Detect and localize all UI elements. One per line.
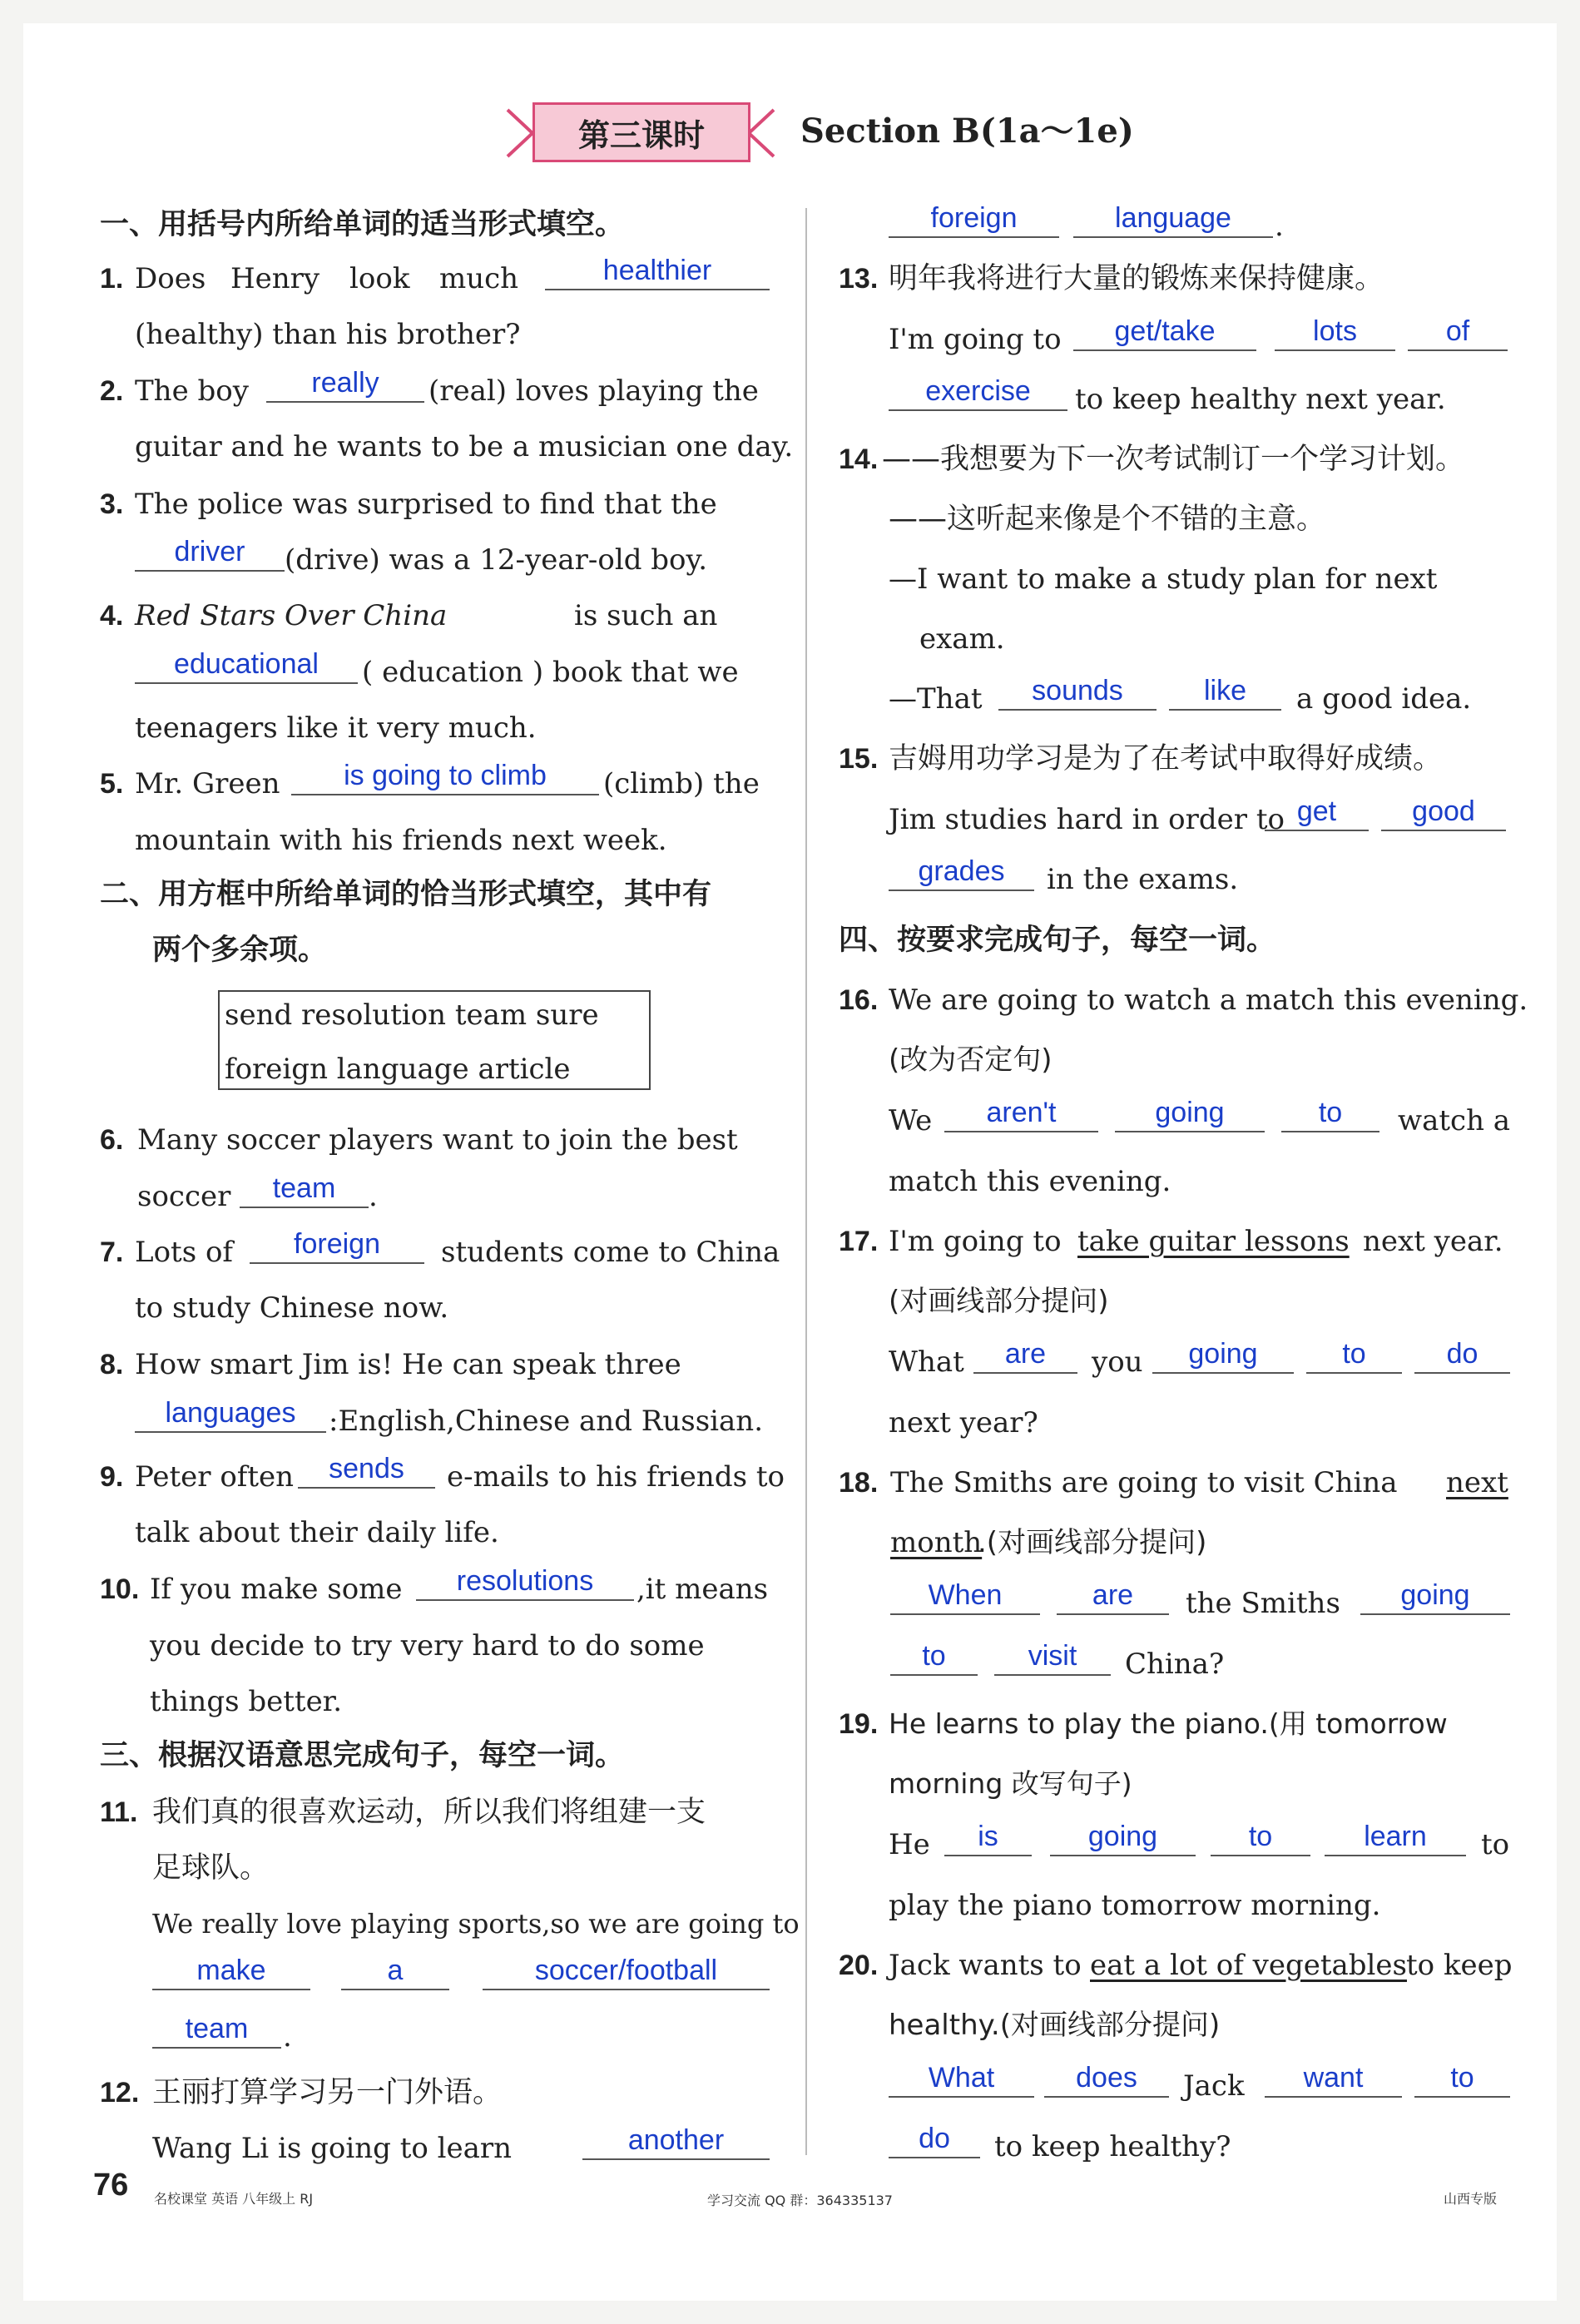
q10-answer[interactable]: resolutions: [416, 1564, 634, 1601]
q13-answer-1[interactable]: get/take: [1073, 315, 1256, 351]
q16-we: We: [889, 1104, 933, 1137]
q17-answer-3[interactable]: to: [1306, 1337, 1402, 1374]
q17-what: What: [889, 1345, 964, 1379]
q3-line2: (drive) was a 12-year-old boy.: [285, 543, 708, 577]
q1-answer[interactable]: healthier: [545, 254, 770, 290]
q14-end: a good idea.: [1296, 682, 1472, 716]
q18-answer-5[interactable]: visit: [994, 1639, 1111, 1676]
q18-underlined-2: month: [890, 1526, 983, 1559]
q20-num: 20.: [839, 1950, 879, 1981]
q20-end: to keep healthy?: [994, 2130, 1231, 2163]
q15-num: 15.: [839, 743, 879, 775]
q17-text-b: next year.: [1363, 1225, 1503, 1258]
q13-end: to keep healthy next year.: [1075, 383, 1446, 416]
q7-answer[interactable]: foreign: [250, 1227, 424, 1264]
q13-answer-4[interactable]: exercise: [889, 374, 1067, 411]
q13-answer-3[interactable]: of: [1408, 315, 1508, 351]
q13-num: 13.: [839, 263, 879, 295]
page-number: 76: [93, 2168, 129, 2203]
footer-edition: 山西专版: [1444, 2191, 1498, 2207]
q9-num: 9.: [100, 1461, 124, 1493]
q16-answer-2[interactable]: going: [1115, 1096, 1265, 1132]
q12-chinese: 王丽打算学习另一门外语。: [152, 2076, 503, 2109]
q5-line2: mountain with his friends next week.: [135, 824, 667, 857]
word-box-line1: send resolution team sure: [225, 998, 599, 1032]
q1-text-a: Does: [135, 262, 206, 295]
q10-line2: you decide to try very hard to do some: [150, 1629, 705, 1662]
q12-answer-1[interactable]: another: [582, 2123, 770, 2160]
q19-instruction: morning 改写句子): [889, 1767, 1132, 1800]
q4-line3: teenagers like it very much.: [135, 711, 537, 745]
q15-answer-1[interactable]: get: [1265, 795, 1369, 831]
q1-text-c: look: [349, 262, 410, 295]
q18-china: China?: [1125, 1648, 1225, 1681]
part2-heading-2: 两个多余项。: [152, 934, 328, 967]
q7-num: 7.: [100, 1236, 124, 1268]
q13-english: I'm going to: [889, 323, 1062, 356]
q20-underlined: eat a lot of vegetables: [1090, 1949, 1407, 1982]
q14-that: —That: [889, 682, 983, 716]
q19-answer-2[interactable]: going: [1050, 1820, 1196, 1856]
q16-answer-3[interactable]: to: [1281, 1096, 1379, 1132]
q2-line2: guitar and he wants to be a musician one day.: [135, 430, 794, 463]
q2-text-a: The boy: [135, 374, 249, 408]
q2-text-b: (real) loves playing the: [428, 374, 759, 408]
q5-num: 5.: [100, 768, 124, 800]
q20-jack: Jack: [1183, 2069, 1245, 2103]
q19-num: 19.: [839, 1708, 879, 1740]
q4-line1b: is such an: [574, 599, 718, 632]
q11-answer-2[interactable]: a: [341, 1954, 449, 1990]
q18-answer-4[interactable]: to: [890, 1639, 978, 1676]
q3-line1: The police was surprised to find that the: [135, 488, 717, 521]
q14-answer-2[interactable]: like: [1169, 674, 1281, 711]
q9-line2: talk about their daily life.: [135, 1516, 499, 1549]
q13-chinese: 明年我将进行大量的锻炼来保持健康。: [889, 262, 1384, 295]
q14-english-2: exam.: [919, 622, 1005, 656]
part2-heading: 二、用方框中所给单词的恰当形式填空，其中有: [100, 878, 712, 911]
q1-line2: (healthy) than his brother?: [135, 318, 521, 351]
q18-text-a: The Smiths are going to visit China: [890, 1466, 1398, 1499]
q5-text-a: Mr. Green: [135, 767, 280, 800]
q11-answer-3[interactable]: soccer/football: [483, 1954, 770, 1990]
q6-line1: Many soccer players want to join the best: [137, 1123, 738, 1157]
q10-text-a: If you make some: [150, 1573, 403, 1606]
q10-text-b: ,it means: [636, 1573, 769, 1606]
q15-answer-3[interactable]: grades: [889, 855, 1034, 891]
q16-answer-1[interactable]: aren't: [944, 1096, 1098, 1132]
q20-instruction: healthy.(对画线部分提问): [889, 2009, 1221, 2042]
q10-num: 10.: [100, 1573, 140, 1605]
q11-end: .: [283, 2020, 292, 2054]
q2-num: 2.: [100, 375, 124, 407]
q17-num: 17.: [839, 1226, 879, 1257]
q13-answer-2[interactable]: lots: [1275, 315, 1395, 351]
lesson-badge: 第三课时: [532, 102, 750, 162]
q16-line1: We are going to watch a match this evening.: [889, 984, 1528, 1017]
q17-instruction: (对画线部分提问): [889, 1285, 1109, 1318]
q14-answer-1[interactable]: sounds: [998, 674, 1157, 711]
q11-chinese: 我们真的很喜欢运动，所以我们将组建一支: [152, 1796, 706, 1829]
q18-instruction: .(对画线部分提问): [978, 1526, 1207, 1559]
part4-heading: 四、按要求完成句子，每空一词。: [839, 924, 1276, 957]
q6-end: .: [369, 1180, 378, 1213]
q18-num: 18.: [839, 1467, 879, 1499]
q15-end: in the exams.: [1047, 863, 1239, 896]
footer-qq: 学习交流 QQ 群：364335137: [707, 2193, 893, 2208]
q17-text-a: I'm going to: [889, 1225, 1062, 1258]
q15-chinese: 吉姆用功学习是为了在考试中取得好成绩。: [889, 742, 1443, 775]
q2-answer[interactable]: really: [266, 366, 424, 403]
q10-line3: things better.: [150, 1685, 343, 1718]
q11-num: 11.: [100, 1796, 138, 1828]
q14-chinese-1: ——我想要为下一次考试制订一个学习计划。: [882, 443, 1465, 476]
q8-line1: How smart Jim is! He can speak three: [135, 1348, 681, 1381]
q16-num: 16.: [839, 984, 879, 1016]
q11-answer-4[interactable]: team: [152, 2012, 281, 2049]
q15-english: Jim studies hard in order to: [889, 803, 1285, 836]
q20-answer-2[interactable]: does: [1044, 2061, 1169, 2098]
q11-answer-1[interactable]: make: [152, 1954, 310, 1990]
q8-num: 8.: [100, 1349, 124, 1380]
q18-answer-2[interactable]: are: [1057, 1578, 1169, 1615]
q19-line1: He learns to play the piano.(用 tomorrow: [889, 1707, 1448, 1740]
q20-answer-5[interactable]: do: [889, 2122, 980, 2158]
q11-english: We really love playing sports,so we are going to: [152, 1908, 800, 1940]
q11-chinese-2: 足球队。: [152, 1851, 270, 1885]
q19-answer-4[interactable]: learn: [1325, 1820, 1466, 1856]
q12-answer-2[interactable]: foreign: [889, 201, 1059, 238]
column-divider: [805, 208, 807, 2155]
q16-instruction: (改为否定句): [889, 1043, 1053, 1077]
q12-end: .: [1275, 210, 1284, 243]
q9-text-b: e-mails to his friends to: [447, 1460, 785, 1494]
q19-to: to: [1481, 1828, 1510, 1861]
q19-answer-3[interactable]: to: [1211, 1820, 1310, 1856]
q20-text-a: Jack wants to: [889, 1949, 1082, 1982]
q17-line3: next year?: [889, 1406, 1038, 1439]
q18-smiths: the Smiths: [1186, 1587, 1340, 1620]
q18-underlined-1: next: [1446, 1466, 1508, 1499]
q6-num: 6.: [100, 1124, 124, 1156]
q18-answer-1[interactable]: When: [890, 1578, 1040, 1615]
q8-text-b: :English,Chinese and Russian.: [329, 1405, 764, 1438]
q14-num: 14.: [839, 443, 879, 475]
q17-answer-4[interactable]: do: [1414, 1337, 1510, 1374]
q20-answer-4[interactable]: to: [1414, 2061, 1510, 2098]
q5-answer[interactable]: is going to climb: [291, 759, 599, 795]
q17-underlined: take guitar lessons: [1077, 1225, 1350, 1258]
q1-text-d: much: [439, 262, 519, 295]
q3-answer[interactable]: driver: [135, 535, 285, 572]
q20-answer-3[interactable]: want: [1265, 2061, 1402, 2098]
q20-answer-1[interactable]: What: [889, 2061, 1034, 2098]
word-box-line2: foreign language article: [225, 1053, 571, 1086]
q19-answer-1[interactable]: is: [944, 1820, 1032, 1856]
q16-watch: watch a: [1398, 1104, 1511, 1137]
q12-english: Wang Li is going to learn: [152, 2132, 513, 2165]
q7-text-a: Lots of: [135, 1236, 234, 1269]
q17-answer-1[interactable]: are: [973, 1337, 1077, 1374]
q19-line3: play the piano tomorrow morning.: [889, 1889, 1381, 1922]
part3-heading: 三、根据汉语意思完成句子，每空一词。: [100, 1739, 625, 1772]
q19-he: He: [889, 1828, 930, 1861]
q4-num: 4.: [100, 600, 124, 632]
q4-book-title: Red Stars Over China: [135, 599, 448, 632]
q5-text-b: (climb) the: [603, 767, 760, 800]
q7-line2: to study Chinese now.: [135, 1291, 449, 1325]
q6-text-a: soccer: [137, 1180, 231, 1213]
q16-line3: match this evening.: [889, 1165, 1171, 1198]
q7-text-b: students come to China: [441, 1236, 780, 1269]
q9-text-a: Peter often: [135, 1460, 295, 1494]
q20-text-b: to keep: [1406, 1949, 1513, 1982]
footer-book: 名校课堂 英语 八年级上 RJ: [154, 2191, 314, 2207]
q3-num: 3.: [100, 488, 124, 520]
q8-answer[interactable]: languages: [135, 1396, 326, 1433]
q4-line2: ( education ) book that we: [362, 656, 739, 689]
q17-answer-2[interactable]: going: [1152, 1337, 1294, 1374]
q12-num: 12.: [100, 2077, 140, 2108]
q14-chinese-2: ——这听起来像是个不错的主意。: [889, 503, 1326, 536]
q4-answer[interactable]: educational: [135, 647, 358, 684]
q1-text-b: Henry: [230, 262, 320, 295]
q15-answer-2[interactable]: good: [1381, 795, 1506, 831]
q1-num: 1.: [100, 263, 124, 295]
q12-answer-3[interactable]: language: [1073, 201, 1273, 238]
q9-answer[interactable]: sends: [298, 1452, 435, 1489]
section-title: Section B(1a～1e): [800, 111, 1134, 151]
q6-answer[interactable]: team: [240, 1172, 369, 1208]
q17-you: you: [1092, 1345, 1143, 1379]
q14-english-1: —I want to make a study plan for next: [889, 562, 1438, 596]
q18-answer-3[interactable]: going: [1360, 1578, 1510, 1615]
part1-heading: 一、用括号内所给单词的适当形式填空。: [100, 208, 625, 241]
